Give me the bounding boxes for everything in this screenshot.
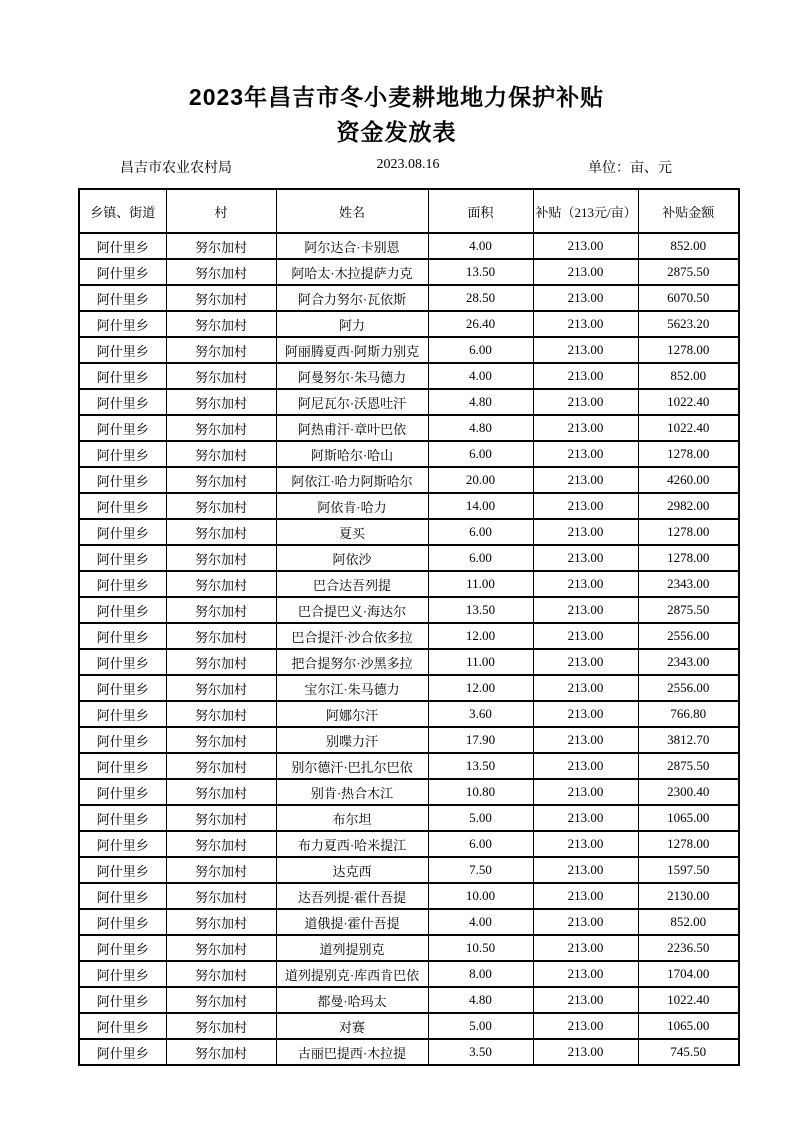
table-cell: 10.80 [428,779,533,805]
table-cell: 别肯·热合木江 [276,779,428,805]
table-cell: 阿娜尔汗 [276,701,428,727]
report-date: 2023.08.16 [376,157,440,172]
table-cell: 13.50 [428,259,533,285]
table-row [79,805,739,831]
table-cell: 1704.00 [638,961,739,987]
table-row [79,571,739,597]
table-cell: 夏买 [276,519,428,545]
table-cell: 213.00 [533,883,638,909]
table-row [79,1039,739,1065]
table-cell: 阿什里乡 [79,935,166,961]
table-cell: 6.00 [428,337,533,363]
table-cell: 7.50 [428,857,533,883]
table-cell: 213.00 [533,493,638,519]
table-cell: 6.00 [428,831,533,857]
table-cell: 别喋力汗 [276,727,428,753]
table-cell: 阿什里乡 [79,961,166,987]
table-cell: 213.00 [533,441,638,467]
table-cell: 2130.00 [638,883,739,909]
table-cell: 古丽巴提西·木拉提 [276,1039,428,1065]
table-row [79,363,739,389]
table-row [79,935,739,961]
table-row [79,1013,739,1039]
table-cell: 阿什里乡 [79,415,166,441]
table-cell: 213.00 [533,701,638,727]
table-cell: 努尔加村 [166,701,276,727]
table-cell: 213.00 [533,675,638,701]
table-cell: 213.00 [533,623,638,649]
table-cell: 阿尔达合·卡别恩 [276,233,428,259]
table-cell: 努尔加村 [166,389,276,415]
table-cell: 213.00 [533,909,638,935]
table-row [79,467,739,493]
table-cell: 213.00 [533,415,638,441]
table-cell: 12.00 [428,675,533,701]
table-cell: 766.80 [638,701,739,727]
table-cell: 阿丽腾夏西·阿斯力别克 [276,337,428,363]
table-cell: 努尔加村 [166,571,276,597]
table-cell: 4.80 [428,987,533,1013]
table-cell: 阿什里乡 [79,753,166,779]
table-row [79,415,739,441]
table-cell: 阿力 [276,311,428,337]
table-cell: 5.00 [428,1013,533,1039]
table-cell: 努尔加村 [166,623,276,649]
table-row [79,597,739,623]
table-cell: 努尔加村 [166,467,276,493]
table-row [79,779,739,805]
table-cell: 213.00 [533,935,638,961]
table-cell: 4260.00 [638,467,739,493]
table-cell: 努尔加村 [166,597,276,623]
table-cell: 布力夏西·哈米提江 [276,831,428,857]
table-row [79,675,739,701]
document-title-line1: 2023年昌吉市冬小麦耕地地力保护补贴 [188,84,605,110]
table-cell: 对赛 [276,1013,428,1039]
table-cell: 努尔加村 [166,805,276,831]
table-row [79,987,739,1013]
table-cell: 阿曼努尔·朱马德力 [276,363,428,389]
table-row [79,285,739,311]
table-cell: 阿什里乡 [79,467,166,493]
table-cell: 阿什里乡 [79,675,166,701]
table-cell: 努尔加村 [166,675,276,701]
table-cell: 213.00 [533,805,638,831]
table-cell: 阿什里乡 [79,1013,166,1039]
table-cell: 17.90 [428,727,533,753]
table-header-row [79,189,739,233]
table-cell: 4.00 [428,909,533,935]
table-cell: 阿哈太·木拉提萨力克 [276,259,428,285]
table-cell: 213.00 [533,311,638,337]
table-cell: 阿什里乡 [79,363,166,389]
table-cell: 阿什里乡 [79,649,166,675]
table-cell: 阿什里乡 [79,805,166,831]
table-row [79,389,739,415]
table-cell: 阿什里乡 [79,909,166,935]
table-cell: 213.00 [533,545,638,571]
table-cell: 阿什里乡 [79,831,166,857]
table-cell: 阿依江·哈力阿斯哈尔 [276,467,428,493]
table-cell: 1022.40 [638,389,739,415]
table-cell: 213.00 [533,571,638,597]
table-cell: 1278.00 [638,519,739,545]
table-cell: 阿什里乡 [79,389,166,415]
table-cell: 213.00 [533,831,638,857]
table-cell: 阿什里乡 [79,441,166,467]
table-cell: 213.00 [533,857,638,883]
table-cell: 213.00 [533,961,638,987]
table-cell: 阿依沙 [276,545,428,571]
table-cell: 阿什里乡 [79,571,166,597]
table-cell: 1278.00 [638,831,739,857]
table-cell: 别尔德汗·巴扎尔巴依 [276,753,428,779]
table-cell: 努尔加村 [166,727,276,753]
table-cell: 1597.50 [638,857,739,883]
table-cell: 把合提努尔·沙黑多拉 [276,649,428,675]
table-cell: 28.50 [428,285,533,311]
table-cell: 4.00 [428,233,533,259]
table-cell: 2343.00 [638,571,739,597]
table-cell: 6.00 [428,545,533,571]
table-cell: 852.00 [638,363,739,389]
table-cell: 8.00 [428,961,533,987]
header-township: 乡镇、街道 [79,189,166,233]
table-cell: 10.50 [428,935,533,961]
table-cell: 努尔加村 [166,753,276,779]
table-cell: 达克西 [276,857,428,883]
table-cell: 2556.00 [638,623,739,649]
table-cell: 道列提别克 [276,935,428,961]
table-cell: 213.00 [533,987,638,1013]
table-cell: 2343.00 [638,649,739,675]
table-cell: 阿什里乡 [79,883,166,909]
table-cell: 852.00 [638,909,739,935]
table-cell: 26.40 [428,311,533,337]
table-cell: 努尔加村 [166,233,276,259]
table-cell: 努尔加村 [166,441,276,467]
table-cell: 10.00 [428,883,533,909]
table-cell: 阿什里乡 [79,233,166,259]
table-cell: 2875.50 [638,753,739,779]
table-row [79,857,739,883]
table-cell: 阿什里乡 [79,337,166,363]
table-cell: 3.60 [428,701,533,727]
table-cell: 2982.00 [638,493,739,519]
header-subsidy-amount: 补贴金额 [638,189,739,233]
table-cell: 宝尔江·朱马德力 [276,675,428,701]
table-cell: 阿合力努尔·瓦依斯 [276,285,428,311]
table-cell: 852.00 [638,233,739,259]
table-cell: 5623.20 [638,311,739,337]
table-cell: 3812.70 [638,727,739,753]
table-cell: 阿什里乡 [79,311,166,337]
table-cell: 道俄提·霍什吾提 [276,909,428,935]
table-row [79,337,739,363]
table-cell: 努尔加村 [166,961,276,987]
table-cell: 阿什里乡 [79,597,166,623]
table-cell: 阿什里乡 [79,519,166,545]
header-subsidy-rate: 补贴（213元/亩） [533,189,638,233]
table-cell: 阿什里乡 [79,779,166,805]
table-cell: 213.00 [533,727,638,753]
table-cell: 努尔加村 [166,883,276,909]
table-cell: 20.00 [428,467,533,493]
table-row [79,545,739,571]
table-cell: 努尔加村 [166,831,276,857]
table-cell: 1065.00 [638,805,739,831]
table-cell: 2875.50 [638,597,739,623]
table-cell: 努尔加村 [166,909,276,935]
table-cell: 道列提别克·库西肯巴依 [276,961,428,987]
table-cell: 努尔加村 [166,545,276,571]
table-cell: 2236.50 [638,935,739,961]
table-cell: 努尔加村 [166,285,276,311]
table-cell: 布尔坦 [276,805,428,831]
header-name: 姓名 [276,189,428,233]
table-cell: 3.50 [428,1039,533,1065]
table-cell: 1278.00 [638,545,739,571]
table-cell: 6070.50 [638,285,739,311]
document-title-line2: 资金发放表 [336,119,457,145]
table-cell: 努尔加村 [166,493,276,519]
table-cell: 阿什里乡 [79,987,166,1013]
table-cell: 巴合提汗·沙合依多拉 [276,623,428,649]
unit-label: 单位：亩、元 [588,161,672,176]
table-cell: 213.00 [533,779,638,805]
table-cell: 1278.00 [638,337,739,363]
table-cell: 2875.50 [638,259,739,285]
table-cell: 努尔加村 [166,1039,276,1065]
table-cell: 阿热甫汗·章叶巴依 [276,415,428,441]
table-cell: 达吾列提·霍什吾提 [276,883,428,909]
table-cell: 213.00 [533,519,638,545]
table-row [79,831,739,857]
table-cell: 213.00 [533,467,638,493]
agency-name: 昌吉市农业农村局 [120,161,232,176]
table-row [79,909,739,935]
table-row [79,753,739,779]
table-cell: 努尔加村 [166,987,276,1013]
header-area: 面积 [428,189,533,233]
table-header [79,189,739,233]
table-cell: 1022.40 [638,987,739,1013]
table-cell: 阿什里乡 [79,493,166,519]
table-cell: 745.50 [638,1039,739,1065]
meta-row [78,157,738,177]
table-cell: 阿什里乡 [79,545,166,571]
table-cell: 努尔加村 [166,337,276,363]
table-cell: 213.00 [533,233,638,259]
table-row [79,701,739,727]
table-cell: 14.00 [428,493,533,519]
table-cell: 阿什里乡 [79,623,166,649]
table-cell: 213.00 [533,363,638,389]
table-cell: 4.80 [428,415,533,441]
table-cell: 努尔加村 [166,1013,276,1039]
table-cell: 1065.00 [638,1013,739,1039]
table-cell: 213.00 [533,285,638,311]
table-cell: 巴合达吾列提 [276,571,428,597]
table-row [79,233,739,259]
header-village: 村 [166,189,276,233]
table-cell: 213.00 [533,1013,638,1039]
table-cell: 努尔加村 [166,415,276,441]
table-row [79,441,739,467]
table-cell: 11.00 [428,571,533,597]
table-row [79,649,739,675]
table-cell: 213.00 [533,259,638,285]
subsidy-table [78,188,740,1066]
table-row [79,727,739,753]
table-cell: 阿什里乡 [79,1039,166,1065]
table-cell: 阿什里乡 [79,727,166,753]
table-cell: 努尔加村 [166,519,276,545]
table-cell: 13.50 [428,597,533,623]
table-row [79,519,739,545]
table-cell: 2556.00 [638,675,739,701]
table-cell: 阿什里乡 [79,701,166,727]
table-cell: 6.00 [428,519,533,545]
table-cell: 努尔加村 [166,311,276,337]
table-cell: 4.00 [428,363,533,389]
table-cell: 阿什里乡 [79,857,166,883]
table-row [79,493,739,519]
table-cell: 阿什里乡 [79,285,166,311]
table-cell: 努尔加村 [166,857,276,883]
table-cell: 努尔加村 [166,779,276,805]
subsidy-table-body [79,233,739,1065]
table-cell: 4.80 [428,389,533,415]
table-cell: 阿尼瓦尔·沃恩吐汗 [276,389,428,415]
table-cell: 巴合提巴义·海达尔 [276,597,428,623]
table-cell: 2300.40 [638,779,739,805]
table-cell: 阿斯哈尔·哈山 [276,441,428,467]
table-cell: 12.00 [428,623,533,649]
table-cell: 11.00 [428,649,533,675]
table-cell: 213.00 [533,597,638,623]
table-cell: 213.00 [533,337,638,363]
table-cell: 努尔加村 [166,935,276,961]
table-cell: 阿依肯·哈力 [276,493,428,519]
table-row [79,883,739,909]
table-cell: 都曼·哈玛太 [276,987,428,1013]
table-cell: 努尔加村 [166,259,276,285]
table-cell: 213.00 [533,389,638,415]
table-cell: 213.00 [533,1039,638,1065]
table-cell: 1022.40 [638,415,739,441]
table-row [79,961,739,987]
table-cell: 6.00 [428,441,533,467]
table-cell: 213.00 [533,649,638,675]
table-cell: 5.00 [428,805,533,831]
table-row [79,311,739,337]
table-row [79,259,739,285]
document-title [0,80,793,150]
table-row [79,623,739,649]
table-cell: 13.50 [428,753,533,779]
table-cell: 努尔加村 [166,649,276,675]
table-cell: 阿什里乡 [79,259,166,285]
table-cell: 1278.00 [638,441,739,467]
table-cell: 努尔加村 [166,363,276,389]
table-cell: 213.00 [533,753,638,779]
